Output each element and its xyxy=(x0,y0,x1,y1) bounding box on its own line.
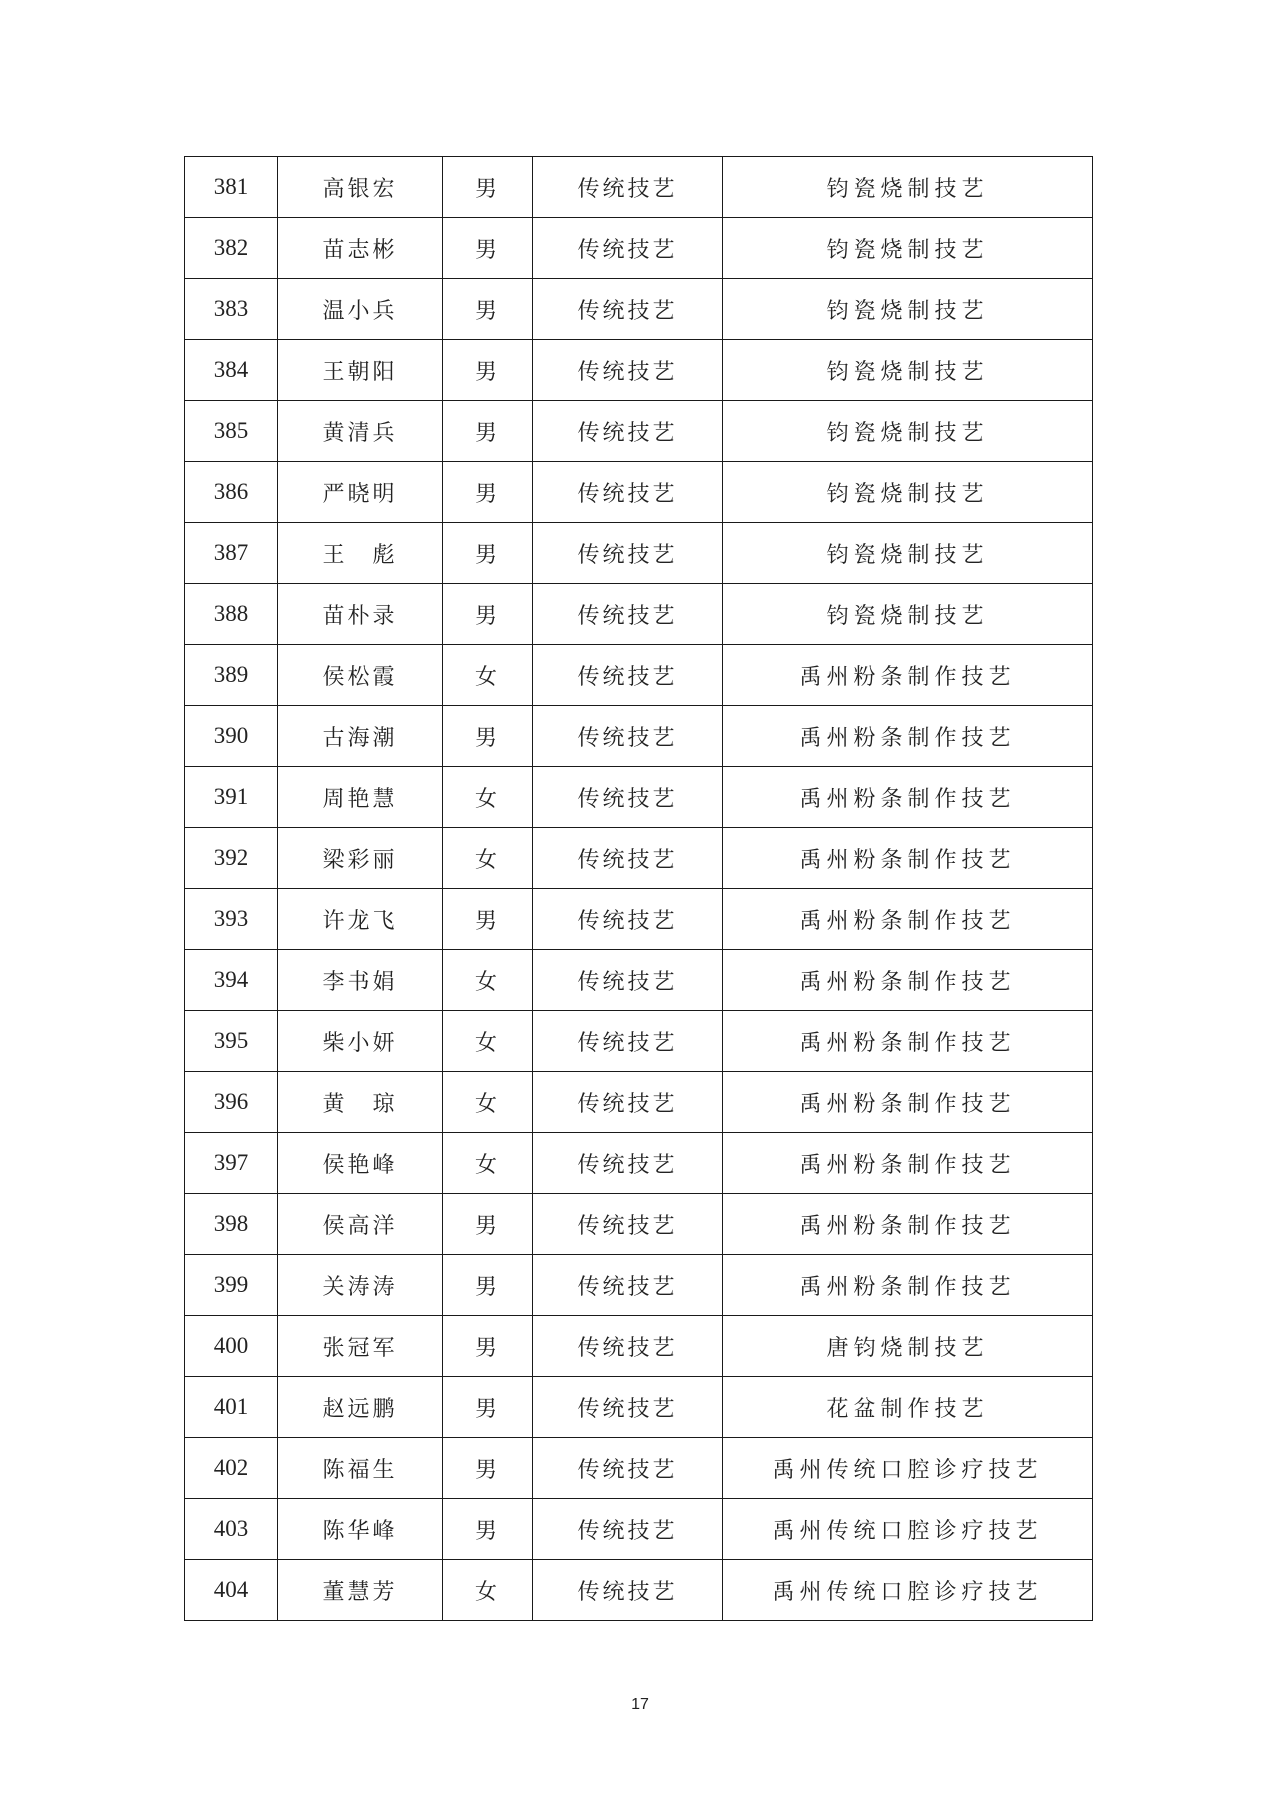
row-number-cell: 398 xyxy=(185,1194,278,1255)
table-row xyxy=(185,279,1093,340)
gender-cell: 男 xyxy=(443,1499,533,1560)
table-row xyxy=(185,1316,1093,1377)
category-cell: 传统技艺 xyxy=(533,523,723,584)
project-cell: 钧瓷烧制技艺 xyxy=(723,279,1093,340)
name-cell: 苗朴录 xyxy=(278,584,443,645)
category-cell: 传统技艺 xyxy=(533,218,723,279)
project-cell: 钧瓷烧制技艺 xyxy=(723,584,1093,645)
category-cell: 传统技艺 xyxy=(533,1194,723,1255)
category-cell: 传统技艺 xyxy=(533,1560,723,1621)
table-row xyxy=(185,1438,1093,1499)
row-number-cell: 404 xyxy=(185,1560,278,1621)
row-number-cell: 388 xyxy=(185,584,278,645)
gender-cell: 男 xyxy=(443,889,533,950)
name-cell: 许龙飞 xyxy=(278,889,443,950)
row-number-cell: 393 xyxy=(185,889,278,950)
project-cell: 禹州粉条制作技艺 xyxy=(723,1133,1093,1194)
table-row xyxy=(185,828,1093,889)
row-number-cell: 397 xyxy=(185,1133,278,1194)
row-number-cell: 385 xyxy=(185,401,278,462)
row-number-cell: 389 xyxy=(185,645,278,706)
project-cell: 禹州粉条制作技艺 xyxy=(723,645,1093,706)
gender-cell: 男 xyxy=(443,1255,533,1316)
gender-cell: 男 xyxy=(443,218,533,279)
project-cell: 禹州粉条制作技艺 xyxy=(723,1255,1093,1316)
category-cell: 传统技艺 xyxy=(533,1255,723,1316)
project-cell: 禹州传统口腔诊疗技艺 xyxy=(723,1560,1093,1621)
row-number-cell: 381 xyxy=(185,157,278,218)
row-number-cell: 399 xyxy=(185,1255,278,1316)
row-number-cell: 387 xyxy=(185,523,278,584)
category-cell: 传统技艺 xyxy=(533,1438,723,1499)
table-row xyxy=(185,1194,1093,1255)
row-number-cell: 395 xyxy=(185,1011,278,1072)
gender-cell: 男 xyxy=(443,1438,533,1499)
name-cell: 黄清兵 xyxy=(278,401,443,462)
category-cell: 传统技艺 xyxy=(533,950,723,1011)
gender-cell: 女 xyxy=(443,1133,533,1194)
category-cell: 传统技艺 xyxy=(533,889,723,950)
project-cell: 花盆制作技艺 xyxy=(723,1377,1093,1438)
row-number-cell: 392 xyxy=(185,828,278,889)
category-cell: 传统技艺 xyxy=(533,462,723,523)
gender-cell: 女 xyxy=(443,1560,533,1621)
project-cell: 禹州粉条制作技艺 xyxy=(723,767,1093,828)
project-cell: 钧瓷烧制技艺 xyxy=(723,340,1093,401)
name-cell: 柴小妍 xyxy=(278,1011,443,1072)
project-cell: 钧瓷烧制技艺 xyxy=(723,401,1093,462)
row-number-cell: 402 xyxy=(185,1438,278,1499)
category-cell: 传统技艺 xyxy=(533,706,723,767)
table-row xyxy=(185,767,1093,828)
category-cell: 传统技艺 xyxy=(533,157,723,218)
category-cell: 传统技艺 xyxy=(533,1133,723,1194)
name-cell: 王 彪 xyxy=(278,523,443,584)
name-cell: 陈华峰 xyxy=(278,1499,443,1560)
name-cell: 陈福生 xyxy=(278,1438,443,1499)
table-row xyxy=(185,523,1093,584)
category-cell: 传统技艺 xyxy=(533,401,723,462)
project-cell: 禹州粉条制作技艺 xyxy=(723,1011,1093,1072)
project-cell: 唐钧烧制技艺 xyxy=(723,1316,1093,1377)
name-cell: 严晓明 xyxy=(278,462,443,523)
name-cell: 黄 琼 xyxy=(278,1072,443,1133)
project-cell: 钧瓷烧制技艺 xyxy=(723,462,1093,523)
name-cell: 梁彩丽 xyxy=(278,828,443,889)
table-row xyxy=(185,1560,1093,1621)
project-cell: 禹州粉条制作技艺 xyxy=(723,950,1093,1011)
project-cell: 禹州传统口腔诊疗技艺 xyxy=(723,1438,1093,1499)
category-cell: 传统技艺 xyxy=(533,828,723,889)
category-cell: 传统技艺 xyxy=(533,1316,723,1377)
name-cell: 古海潮 xyxy=(278,706,443,767)
project-cell: 禹州粉条制作技艺 xyxy=(723,1194,1093,1255)
row-number-cell: 390 xyxy=(185,706,278,767)
category-cell: 传统技艺 xyxy=(533,340,723,401)
name-cell: 侯松霞 xyxy=(278,645,443,706)
table-row xyxy=(185,157,1093,218)
row-number-cell: 396 xyxy=(185,1072,278,1133)
name-cell: 苗志彬 xyxy=(278,218,443,279)
gender-cell: 男 xyxy=(443,279,533,340)
gender-cell: 女 xyxy=(443,950,533,1011)
row-number-cell: 401 xyxy=(185,1377,278,1438)
category-cell: 传统技艺 xyxy=(533,279,723,340)
name-cell: 李书娟 xyxy=(278,950,443,1011)
gender-cell: 女 xyxy=(443,1011,533,1072)
page-number: 17 xyxy=(631,1696,649,1713)
project-cell: 禹州粉条制作技艺 xyxy=(723,889,1093,950)
category-cell: 传统技艺 xyxy=(533,584,723,645)
table-row xyxy=(185,218,1093,279)
name-cell: 关涛涛 xyxy=(278,1255,443,1316)
row-number-cell: 403 xyxy=(185,1499,278,1560)
gender-cell: 男 xyxy=(443,1316,533,1377)
name-cell: 张冠军 xyxy=(278,1316,443,1377)
gender-cell: 男 xyxy=(443,523,533,584)
table-row xyxy=(185,645,1093,706)
project-cell: 钧瓷烧制技艺 xyxy=(723,218,1093,279)
category-cell: 传统技艺 xyxy=(533,645,723,706)
table-row xyxy=(185,1255,1093,1316)
name-cell: 董慧芳 xyxy=(278,1560,443,1621)
row-number-cell: 383 xyxy=(185,279,278,340)
name-cell: 侯高洋 xyxy=(278,1194,443,1255)
table-row xyxy=(185,584,1093,645)
row-number-cell: 391 xyxy=(185,767,278,828)
table-row xyxy=(185,1133,1093,1194)
project-cell: 禹州粉条制作技艺 xyxy=(723,706,1093,767)
gender-cell: 男 xyxy=(443,1194,533,1255)
gender-cell: 男 xyxy=(443,401,533,462)
gender-cell: 男 xyxy=(443,157,533,218)
project-cell: 钧瓷烧制技艺 xyxy=(723,523,1093,584)
gender-cell: 女 xyxy=(443,1072,533,1133)
table-row xyxy=(185,1377,1093,1438)
category-cell: 传统技艺 xyxy=(533,1499,723,1560)
name-cell: 周艳慧 xyxy=(278,767,443,828)
category-cell: 传统技艺 xyxy=(533,1072,723,1133)
table-row xyxy=(185,401,1093,462)
gender-cell: 男 xyxy=(443,1377,533,1438)
project-cell: 禹州粉条制作技艺 xyxy=(723,828,1093,889)
row-number-cell: 382 xyxy=(185,218,278,279)
gender-cell: 女 xyxy=(443,828,533,889)
row-number-cell: 386 xyxy=(185,462,278,523)
project-cell: 禹州传统口腔诊疗技艺 xyxy=(723,1499,1093,1560)
row-number-cell: 400 xyxy=(185,1316,278,1377)
table-row xyxy=(185,1072,1093,1133)
gender-cell: 男 xyxy=(443,584,533,645)
table-row xyxy=(185,950,1093,1011)
row-number-cell: 384 xyxy=(185,340,278,401)
name-cell: 温小兵 xyxy=(278,279,443,340)
row-number-cell: 394 xyxy=(185,950,278,1011)
gender-cell: 女 xyxy=(443,645,533,706)
table-row xyxy=(185,1499,1093,1560)
table-row xyxy=(185,1011,1093,1072)
name-cell: 王朝阳 xyxy=(278,340,443,401)
roster-table xyxy=(184,156,1093,1621)
roster-table-body xyxy=(185,157,1093,1621)
name-cell: 赵远鹏 xyxy=(278,1377,443,1438)
category-cell: 传统技艺 xyxy=(533,1377,723,1438)
gender-cell: 女 xyxy=(443,767,533,828)
category-cell: 传统技艺 xyxy=(533,767,723,828)
gender-cell: 男 xyxy=(443,706,533,767)
project-cell: 钧瓷烧制技艺 xyxy=(723,157,1093,218)
gender-cell: 男 xyxy=(443,340,533,401)
gender-cell: 男 xyxy=(443,462,533,523)
table-row xyxy=(185,462,1093,523)
project-cell: 禹州粉条制作技艺 xyxy=(723,1072,1093,1133)
category-cell: 传统技艺 xyxy=(533,1011,723,1072)
table-row xyxy=(185,340,1093,401)
name-cell: 侯艳峰 xyxy=(278,1133,443,1194)
name-cell: 高银宏 xyxy=(278,157,443,218)
table-row xyxy=(185,889,1093,950)
table-row xyxy=(185,706,1093,767)
